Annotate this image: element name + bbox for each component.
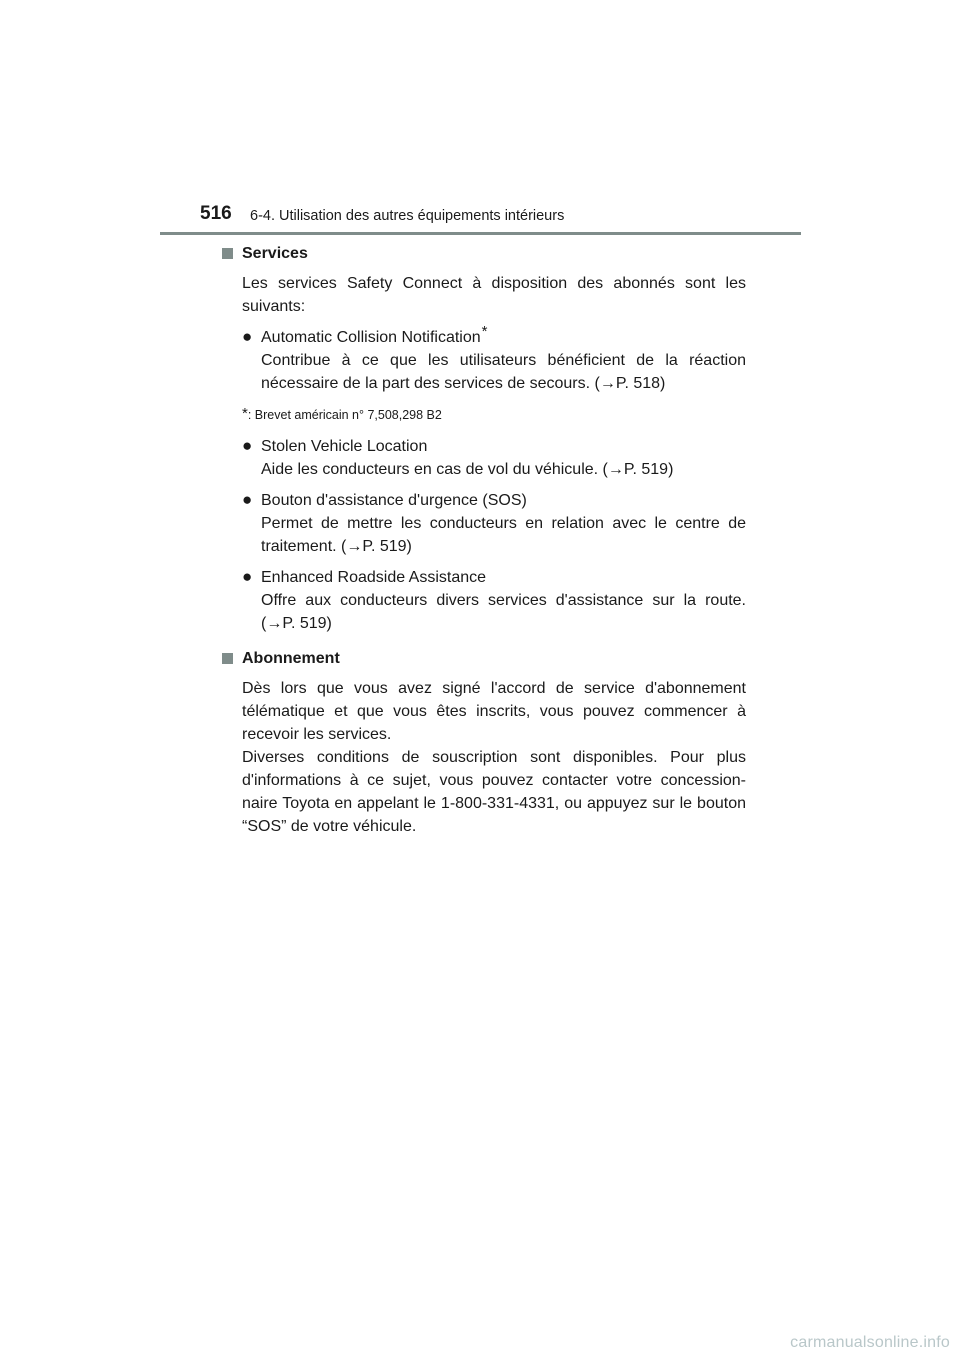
abonnement-paragraph: Diverses conditions de souscription sont disponibles. Pour plus d'informations à ce sujet, vous pouvez contacter votre concession-naire Toyota en appelant le 1-800-331-4331, ou appuyez sur le bouton “SOS” de votre véhicule. (242, 749, 746, 835)
page-header (0, 0, 960, 240)
footnote (242, 403, 746, 427)
round-bullet-icon: ● (242, 327, 253, 346)
abonnement-paragraph: Dès lors que vous avez signé l'accord de service d'abonnement télématique et que vous êtes inscrits, vous pouvez commencer à recevoir les services. (242, 680, 746, 743)
watermark: carmanualsonline.info (790, 1334, 950, 1351)
section-title: Services (242, 245, 308, 262)
services-intro: Les services Safety Connect à disposition des abonnés sont les suivants: (242, 275, 746, 315)
item-description: Aide les conducteurs en cas de vol du véhicule. (→P. 519) (261, 461, 674, 478)
item-title: Stolen Vehicle Location (261, 438, 428, 455)
round-bullet-icon: ● (242, 567, 253, 586)
section-title: Abonnement (242, 650, 340, 667)
round-bullet-icon: ● (242, 490, 253, 509)
page-content (222, 240, 746, 838)
item-title: Automatic Collision Notification* (261, 323, 488, 346)
list-item (242, 565, 746, 635)
section-heading-abonnement (222, 647, 746, 670)
list-item (242, 325, 746, 395)
square-bullet-icon (222, 248, 233, 259)
list-item (242, 488, 746, 558)
page-number: 516 (200, 203, 232, 224)
square-bullet-icon (222, 653, 233, 664)
section-heading-services (222, 242, 746, 265)
round-bullet-icon: ● (242, 436, 253, 455)
footnote-text: : Brevet américain n° 7,508,298 B2 (247, 408, 442, 422)
chapter-title: 6-4. Utilisation des autres équipements intérieurs (250, 208, 565, 224)
item-description: Contribue à ce que les utilisateurs bénéficient de la réaction nécessaire de la part des services de secours. (→P. 518) (261, 352, 746, 392)
item-description: Offre aux conducteurs divers services d'assistance sur la route. (→P. 519) (261, 592, 746, 632)
asterisk-note-marker: * (242, 405, 248, 422)
asterisk-note-marker: * (481, 323, 488, 340)
item-description: Permet de mettre les conducteurs en relation avec le centre de traitement. (→P. 519) (261, 515, 746, 555)
header-divider (160, 232, 801, 235)
item-title: Bouton d'assistance d'urgence (SOS) (261, 492, 527, 509)
list-item (242, 434, 746, 481)
item-title: Enhanced Roadside Assistance (261, 569, 487, 586)
